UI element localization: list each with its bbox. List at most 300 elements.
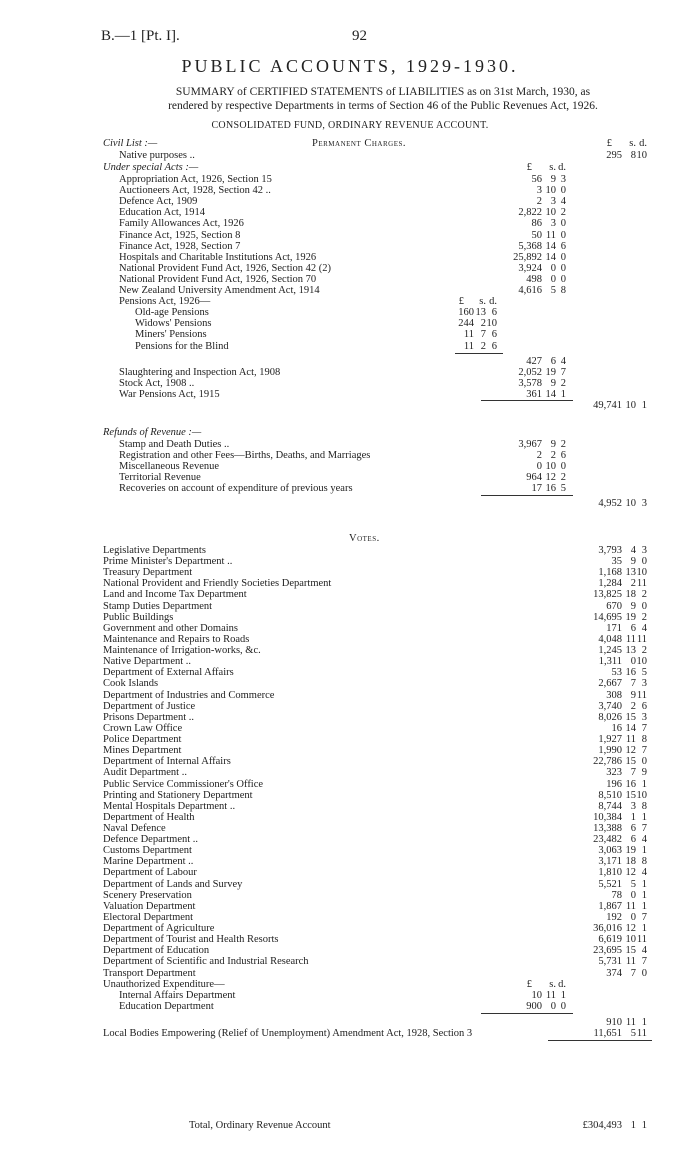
- amount-pounds: 2: [536, 196, 542, 208]
- amount-shillings: 11: [545, 229, 556, 241]
- amount-pence: 2: [560, 472, 566, 484]
- vote-label: Mental Hospitals Department ..: [103, 800, 236, 812]
- pensions-total-rule: [455, 353, 503, 354]
- amount-pence: 3: [641, 497, 647, 509]
- amount-pounds: 13,388: [593, 823, 622, 834]
- amount-shillings: 14: [545, 240, 556, 252]
- amount-pounds: 0: [536, 461, 542, 473]
- vote-label: Department of Health: [103, 811, 195, 823]
- vote-label: Marine Department ..: [103, 856, 194, 868]
- amount-pence: 0: [641, 967, 647, 979]
- amount-pounds: 50: [531, 229, 542, 241]
- special-act-label: War Pensions Act, 1915: [119, 388, 220, 400]
- amount-shillings: 19: [625, 611, 636, 623]
- amount-pence: 10: [636, 567, 647, 579]
- amount-pence: 4: [641, 867, 647, 879]
- amount-pounds: 160: [458, 307, 474, 319]
- amount-pence: 1: [560, 388, 566, 400]
- amount-pounds: 49,741: [593, 400, 622, 411]
- vote-label: Land and Income Tax Department: [103, 589, 247, 601]
- vote-label: Crown Law Office: [103, 722, 183, 734]
- amount-pence: 0: [560, 461, 566, 473]
- amount-pence: 8: [560, 285, 566, 296]
- amount-pounds: 196: [606, 778, 622, 790]
- pence-sign: d.: [558, 162, 566, 173]
- amount-shillings: 6: [550, 355, 556, 367]
- civil-list-heading: Civil List :—: [103, 138, 158, 149]
- vote-label: Department of External Affairs: [103, 667, 234, 679]
- amount-shillings: 15: [625, 789, 636, 801]
- amount-shillings: 5: [630, 1028, 636, 1040]
- amount-pounds: 16: [611, 722, 622, 734]
- amount-shillings: 13: [625, 645, 636, 657]
- amount-pence: 3: [641, 545, 647, 556]
- amount-shillings: 6: [630, 834, 636, 846]
- amount-pounds: 4,616: [518, 285, 542, 296]
- amount-pounds: 8,026: [598, 711, 622, 723]
- pence-sign: d.: [639, 138, 647, 149]
- amount-shillings: 5: [550, 285, 556, 296]
- pound-sign: £: [606, 138, 612, 149]
- vote-label: Department of Industries and Commerce: [103, 689, 275, 701]
- amount-shillings: 0: [630, 656, 636, 668]
- amount-pounds: 6,619: [598, 934, 622, 946]
- amount-pounds: 295: [606, 150, 622, 161]
- amount-shillings: 6: [630, 823, 636, 834]
- amount-pounds: 8,510: [598, 789, 622, 801]
- amount-shillings: 10: [625, 934, 636, 946]
- shilling-sign: s.: [479, 296, 486, 308]
- amount-pence: 9: [641, 767, 647, 779]
- vote-label: Mines Department: [103, 745, 182, 757]
- amount-pounds: 78: [611, 889, 622, 901]
- amount-pence: 1: [560, 989, 566, 1001]
- local-bodies-row: [0, 1027, 700, 1040]
- amount-pence: 1: [641, 1120, 647, 1131]
- amount-shillings: 1: [630, 1120, 636, 1131]
- amount-pence: 10: [636, 656, 647, 668]
- vote-label: Department of Internal Affairs: [103, 756, 231, 768]
- amount-pence: 8: [641, 800, 647, 812]
- amount-shillings: 16: [545, 483, 556, 495]
- amount-shillings: 4: [630, 545, 636, 556]
- amount-pence: 10: [636, 789, 647, 801]
- amount-pence: 1: [641, 878, 647, 890]
- vote-label: Department of Scientific and Industrial Research: [103, 956, 309, 968]
- vote-label: Department of Agriculture: [103, 923, 215, 935]
- amount-pounds: 3,171: [598, 856, 622, 868]
- amount-pounds: 192: [606, 911, 622, 923]
- vote-label: Public Buildings: [103, 611, 174, 623]
- amount-pence: 6: [491, 329, 497, 341]
- amount-shillings: 11: [625, 900, 636, 912]
- amount-shillings: 15: [625, 756, 636, 768]
- amount-pence: 3: [641, 711, 647, 723]
- amount-pence: 10: [486, 318, 497, 330]
- pension-item-label: Miners' Pensions: [135, 329, 207, 341]
- amount-pence: 1: [641, 1016, 647, 1028]
- amount-pence: 0: [641, 756, 647, 768]
- amount-pence: 6: [560, 240, 566, 252]
- amount-shillings: 6: [630, 622, 636, 634]
- permanent-charges-heading: Permanent Charges.: [312, 138, 406, 149]
- amount-pounds: 3,924: [518, 262, 542, 274]
- amount-pounds: 964: [526, 472, 542, 484]
- pound-sign: £: [458, 296, 464, 308]
- amount-shillings: 11: [625, 956, 636, 968]
- amount-shillings: 10: [625, 497, 636, 509]
- special-act-label: New Zealand University Amendment Act, 1914: [119, 285, 320, 296]
- amount-pounds: 17: [531, 483, 542, 495]
- amount-pence: 1: [641, 889, 647, 901]
- unauthorized-item-row: [0, 1000, 700, 1013]
- special-act-label: Defence Act, 1909: [119, 196, 198, 208]
- special-act-label: National Provident Fund Act, 1926, Section 70: [119, 273, 317, 285]
- amount-pounds: 11,651: [593, 1028, 622, 1040]
- subtitle-line-2: rendered by respective Departments in terms of Section 46 of the Public Revenues Act, 1926.: [168, 100, 598, 112]
- amount-pounds: 5,731: [598, 956, 622, 968]
- amount-shillings: 14: [545, 251, 556, 263]
- amount-pence: 0: [560, 251, 566, 263]
- refund-label: Territorial Revenue: [119, 472, 201, 484]
- refunds-total-row: [0, 497, 700, 510]
- amount-pence: 0: [641, 600, 647, 612]
- amount-pounds: 53: [611, 667, 622, 679]
- page-header-reference: B.—1 [Pt. I].: [101, 28, 180, 44]
- refund-row: [0, 482, 700, 495]
- amount-pence: 6: [491, 340, 497, 352]
- amount-pence: 2: [641, 645, 647, 657]
- amount-pounds: 1,311: [598, 656, 622, 668]
- amount-shillings: 12: [625, 867, 636, 879]
- amount-pounds: £304,493: [582, 1120, 622, 1131]
- amount-pounds: 427: [526, 355, 542, 367]
- amount-shillings: 1: [630, 811, 636, 823]
- amount-pounds: 35: [611, 556, 622, 568]
- local-bodies-label: Local Bodies Empowering (Relief of Unemployment) Amendment Act, 1928, Section 3: [103, 1028, 473, 1040]
- amount-pence: 2: [560, 439, 566, 450]
- amount-pence: 7: [641, 745, 647, 757]
- amount-pence: 6: [641, 700, 647, 712]
- amount-pence: 7: [560, 366, 566, 378]
- vote-label: Public Service Commissioner's Office: [103, 778, 264, 790]
- amount-pounds: 1,927: [598, 734, 622, 746]
- pence-sign: d.: [489, 296, 497, 308]
- vote-label: Maintenance of Irrigation-works, &c.: [103, 645, 261, 657]
- amount-shillings: 18: [625, 589, 636, 601]
- amount-pence: 8: [641, 856, 647, 868]
- unauthorized-heading: Unauthorized Expenditure—: [103, 978, 225, 990]
- unauthorized-item-label: Education Department: [119, 1000, 214, 1012]
- vote-label: National Provident and Friendly Societies Department: [103, 578, 332, 590]
- amount-shillings: 9: [630, 689, 636, 701]
- amount-pounds: 361: [526, 388, 542, 400]
- amount-pounds: 1,990: [598, 745, 622, 757]
- amount-pounds: 4,048: [598, 633, 622, 645]
- section-title: CONSOLIDATED FUND, ORDINARY REVENUE ACCOUNT.: [211, 120, 489, 131]
- amount-shillings: 9: [550, 377, 556, 389]
- amount-shillings: 11: [625, 633, 636, 645]
- amount-pounds: 910: [606, 1016, 622, 1028]
- amount-pence: 0: [560, 218, 566, 230]
- pensions-heading: Pensions Act, 1926—: [119, 296, 211, 308]
- grand-total-rule: [548, 1040, 652, 1041]
- amount-pence: 8: [641, 734, 647, 746]
- amount-pence: 7: [641, 911, 647, 923]
- amount-pence: 4: [560, 355, 566, 367]
- amount-pence: 1: [641, 778, 647, 790]
- amount-pounds: 13,825: [593, 589, 622, 601]
- amount-pence: 7: [641, 722, 647, 734]
- vote-label: Police Department: [103, 734, 182, 746]
- amount-pounds: 1,245: [598, 645, 622, 657]
- amount-shillings: 7: [630, 967, 636, 979]
- amount-pounds: 4,952: [598, 497, 622, 509]
- vote-label: Transport Department: [103, 967, 196, 979]
- amount-shillings: 9: [630, 600, 636, 612]
- amount-shillings: 2: [550, 450, 556, 462]
- pound-sign: £: [526, 978, 532, 990]
- vote-label: Maintenance and Repairs to Roads: [103, 633, 250, 645]
- amount-pounds: 2,822: [518, 207, 542, 219]
- pence-sign: d.: [558, 978, 566, 990]
- vote-label: Stamp Duties Department: [103, 600, 213, 612]
- amount-shillings: 0: [630, 889, 636, 901]
- vote-label: Prisons Department ..: [103, 711, 194, 723]
- vote-label: Defence Department ..: [103, 834, 199, 846]
- shilling-sign: s.: [549, 162, 556, 173]
- amount-shillings: 11: [625, 734, 636, 746]
- amount-pence: 0: [560, 185, 566, 197]
- amount-shillings: 14: [545, 388, 556, 400]
- amount-shillings: 10: [545, 207, 556, 219]
- amount-pounds: 3,740: [598, 700, 622, 712]
- amount-pence: 4: [641, 622, 647, 634]
- amount-pence: 1: [641, 845, 647, 857]
- amount-shillings: 0: [630, 911, 636, 923]
- amount-shillings: 5: [630, 878, 636, 890]
- vote-label: Naval Defence: [103, 823, 166, 834]
- amount-pounds: 3,793: [598, 545, 622, 556]
- refund-label: Recoveries on account of expenditure of previous years: [119, 483, 353, 495]
- amount-pounds: 14,695: [593, 611, 622, 623]
- amount-pounds: 5,368: [518, 240, 542, 252]
- amount-pounds: 323: [606, 767, 622, 779]
- refund-label: Miscellaneous Revenue: [119, 461, 220, 473]
- amount-shillings: 2: [630, 700, 636, 712]
- special-act-label: Stock Act, 1908 ..: [119, 377, 195, 389]
- amount-pounds: 25,892: [513, 251, 542, 263]
- pension-item-label: Pensions for the Blind: [135, 340, 229, 352]
- amount-pounds: 308: [606, 689, 622, 701]
- amount-pence: 2: [641, 611, 647, 623]
- amount-shillings: 2: [480, 318, 486, 330]
- amount-shillings: 9: [630, 556, 636, 568]
- vote-label: Prime Minister's Department ..: [103, 556, 233, 568]
- amount-shillings: 15: [625, 945, 636, 957]
- amount-shillings: 7: [630, 767, 636, 779]
- amount-pounds: 1,168: [598, 567, 622, 579]
- amount-pounds: 3,063: [598, 845, 622, 857]
- vote-label: Customs Department: [103, 845, 192, 857]
- amount-pence: 5: [560, 483, 566, 495]
- amount-shillings: 18: [625, 856, 636, 868]
- subtitle-line-1: SUMMARY of CERTIFIED STATEMENTS of LIABILITIES as on 31st March, 1930, as: [175, 86, 591, 98]
- vote-label: Audit Department ..: [103, 767, 187, 779]
- special-act-label: Slaughtering and Inspection Act, 1908: [119, 366, 281, 378]
- special-act-label: National Provident Fund Act, 1926, Section 42 (2): [119, 262, 332, 274]
- amount-pence: 0: [560, 229, 566, 241]
- amount-pence: 2: [641, 589, 647, 601]
- pension-item-label: Widows' Pensions: [135, 318, 212, 330]
- amount-pence: 1: [641, 923, 647, 935]
- amount-shillings: 16: [625, 667, 636, 679]
- amount-pence: 2: [560, 377, 566, 389]
- amount-shillings: 0: [550, 1000, 556, 1012]
- amount-pence: 11: [636, 1028, 647, 1040]
- amount-shillings: 3: [630, 800, 636, 812]
- amount-pence: 1: [641, 400, 647, 411]
- refund-label: Stamp and Death Duties ..: [119, 439, 230, 450]
- amount-shillings: 19: [545, 366, 556, 378]
- vote-label: Treasury Department: [103, 567, 193, 579]
- amount-pounds: 3: [536, 185, 542, 197]
- refund-label: Registration and other Fees—Births, Deaths, and Marriages: [119, 450, 371, 462]
- special-act-label: Finance Act, 1925, Section 8: [119, 229, 241, 241]
- special-act-label: Hospitals and Charitable Institutions Act, 1926: [119, 251, 317, 263]
- grand-total-row: [0, 1119, 700, 1132]
- amount-shillings: 14: [625, 722, 636, 734]
- amount-pence: 11: [636, 578, 647, 590]
- page-title: PUBLIC ACCOUNTS, 1929-1930.: [181, 56, 519, 76]
- vote-label: Native Department ..: [103, 656, 192, 668]
- amount-pence: 6: [560, 450, 566, 462]
- amount-pence: 7: [641, 823, 647, 834]
- vote-label: Government and other Domains: [103, 622, 239, 634]
- amount-shillings: 9: [550, 439, 556, 450]
- shilling-sign: s.: [629, 138, 636, 149]
- amount-pence: 4: [641, 945, 647, 957]
- vote-label: Scenery Preservation: [103, 889, 192, 901]
- page-number: 92: [352, 28, 367, 44]
- amount-pounds: 23,695: [593, 945, 622, 957]
- amount-pence: 0: [560, 273, 566, 285]
- amount-pounds: 374: [606, 967, 622, 979]
- amount-shillings: 0: [550, 273, 556, 285]
- vote-label: Cook Islands: [103, 678, 159, 690]
- amount-shillings: 16: [625, 778, 636, 790]
- amount-shillings: 10: [625, 400, 636, 411]
- amount-shillings: 12: [625, 745, 636, 757]
- refunds-total-rule: [481, 495, 573, 496]
- amount-shillings: 12: [625, 923, 636, 935]
- amount-shillings: 11: [545, 989, 556, 1001]
- amount-shillings: 0: [550, 262, 556, 274]
- amount-pounds: 56: [531, 174, 542, 185]
- amount-pounds: 10: [531, 989, 542, 1001]
- amount-pence: 1: [641, 811, 647, 823]
- amount-pounds: 3,578: [518, 377, 542, 389]
- special-act-label: Auctioneers Act, 1928, Section 42 ..: [119, 185, 271, 197]
- amount-pence: 0: [560, 1000, 566, 1012]
- amount-shillings: 10: [545, 185, 556, 197]
- amount-shillings: 8: [630, 150, 636, 161]
- amount-pounds: 11: [463, 329, 474, 341]
- amount-pence: 3: [560, 174, 566, 185]
- amount-pounds: 2,052: [518, 366, 542, 378]
- special-act-label: Appropriation Act, 1926, Section 15: [119, 174, 272, 185]
- special-acts-total-row: [0, 399, 700, 412]
- vote-label: Department of Tourist and Health Resorts: [103, 934, 279, 946]
- amount-shillings: 2: [480, 340, 486, 352]
- amount-pence: 6: [491, 307, 497, 319]
- vote-label: Legislative Departments: [103, 545, 206, 556]
- amount-shillings: 9: [550, 174, 556, 185]
- amount-pence: 11: [636, 633, 647, 645]
- amount-pounds: 900: [526, 1000, 542, 1012]
- amount-pounds: 11: [463, 340, 474, 352]
- amount-shillings: 13: [475, 307, 486, 319]
- pension-item-label: Old-age Pensions: [135, 307, 209, 319]
- vote-label: Department of Education: [103, 945, 210, 957]
- amount-shillings: 12: [545, 472, 556, 484]
- unauthorized-item-label: Internal Affairs Department: [119, 989, 236, 1001]
- amount-pence: 0: [641, 556, 647, 568]
- unauthorized-total-rule: [481, 1013, 573, 1014]
- amount-shillings: 19: [625, 845, 636, 857]
- vote-label: Electoral Department: [103, 911, 194, 923]
- amount-shillings: 3: [550, 218, 556, 230]
- amount-pounds: 36,016: [593, 923, 622, 935]
- amount-pounds: 244: [458, 318, 474, 330]
- amount-shillings: 11: [625, 1016, 636, 1028]
- amount-shillings: 15: [625, 711, 636, 723]
- amount-pounds: 670: [606, 600, 622, 612]
- special-act-label: Finance Act, 1928, Section 7: [119, 240, 241, 252]
- shilling-sign: s.: [549, 978, 556, 990]
- amount-shillings: 10: [545, 461, 556, 473]
- amount-shillings: 3: [550, 196, 556, 208]
- amount-pence: 10: [636, 150, 647, 161]
- amount-shillings: 7: [630, 678, 636, 690]
- amount-pence: 4: [560, 196, 566, 208]
- amount-pence: 2: [560, 207, 566, 219]
- pension-item-row: [0, 340, 700, 353]
- amount-pounds: 23,482: [593, 834, 622, 846]
- amount-pence: 5: [641, 667, 647, 679]
- pound-sign: £: [526, 162, 532, 173]
- vote-label: Department of Lands and Survey: [103, 878, 243, 890]
- amount-pounds: 1,867: [598, 900, 622, 912]
- vote-label: Printing and Stationery Department: [103, 789, 253, 801]
- amount-pence: 4: [641, 834, 647, 846]
- refunds-heading: Refunds of Revenue :—: [103, 427, 202, 438]
- amount-pounds: 5,521: [598, 878, 622, 890]
- amount-pence: 11: [636, 934, 647, 946]
- amount-pounds: 10,384: [593, 811, 622, 823]
- civil-list-item: Native purposes ..: [119, 150, 195, 161]
- special-act-label: Education Act, 1914: [119, 207, 206, 219]
- amount-pounds: 1,810: [598, 867, 622, 879]
- amount-pounds: 2: [536, 450, 542, 462]
- amount-shillings: 13: [625, 567, 636, 579]
- amount-shillings: 2: [630, 578, 636, 590]
- vote-label: Department of Labour: [103, 867, 197, 879]
- amount-pounds: 2,667: [598, 678, 622, 690]
- amount-pence: 3: [641, 678, 647, 690]
- amount-pounds: 1,284: [598, 578, 622, 590]
- vote-label: Valuation Department: [103, 900, 196, 912]
